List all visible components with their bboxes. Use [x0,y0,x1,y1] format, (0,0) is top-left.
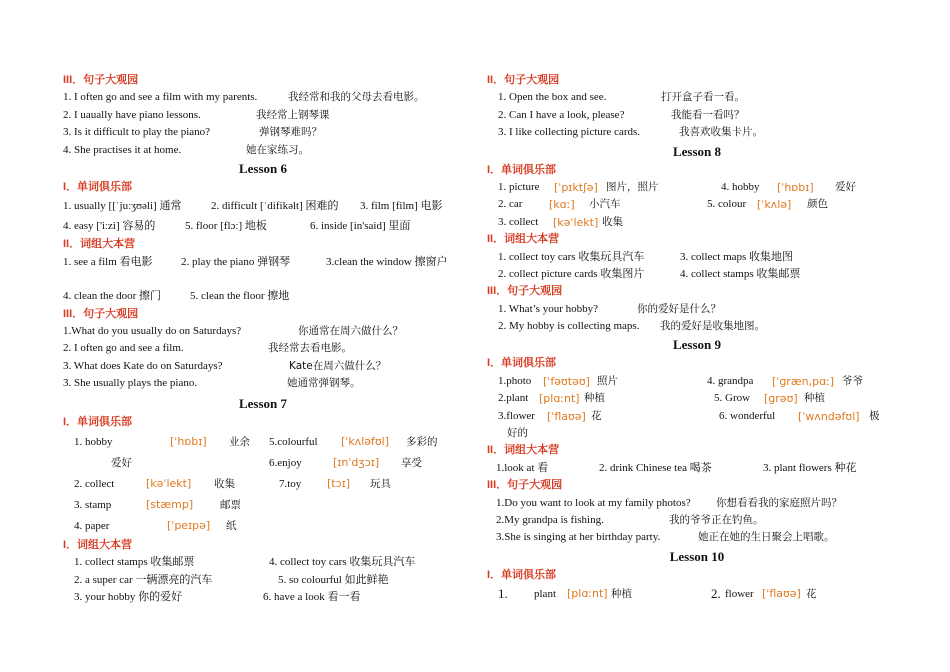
sentence-line [487,529,907,546]
sentence-line [487,495,907,512]
word-en: 6.enjoy [269,456,302,469]
sentence-line [487,301,907,318]
word-en: 4. paper [74,519,110,532]
sentence-en: 2. I uaually have piano lessons. [63,108,201,121]
word-line [63,453,463,474]
sentence-cn: 我经常和我的父母去看电影。 [288,91,425,104]
word-cn: 种植 [584,392,605,405]
phrase-item: 1. collect toy cars 收集玩具汽车 [498,250,645,263]
word-en: 2. collect [74,477,115,490]
sentence-line [487,107,907,124]
section-heading: I．单词俱乐部 [63,180,133,193]
phrase-item: 2. drink Chinese tea 喝茶 [599,461,712,474]
sentence-cn: 我喜欢收集卡片。 [679,126,763,139]
word-en: 2. car [498,198,523,211]
sentence-line [63,142,463,159]
word-line [63,474,463,495]
word-line [487,425,907,442]
word-en: 5. Grow [714,392,751,405]
word-line [487,584,907,604]
sentence-cn: 你的爱好是什么？ [637,302,721,315]
sentence-en: 1. What’s your hobby? [498,302,599,315]
sentence-en: 3. Is it difficult to play the piano? [63,126,211,139]
word-cn: 种植 [804,392,825,405]
section-heading: III．句子大观园 [63,74,139,86]
sentence-cn: 你想看看我的家庭照片吗？ [716,496,842,509]
word-cn: 颜色 [807,198,828,211]
sentence-cn: 弹钢琴难吗？ [259,126,322,139]
sentence-cn: 我经常上钢琴课 [256,108,330,121]
word-cn: 花 [591,409,602,422]
sentence-en: 2. My hobby is collecting maps. [498,320,640,333]
sentence-line [63,358,463,375]
sentence-cn: 我的爱好是收集地图。 [660,320,765,333]
section-heading: II．词组大本营 [487,233,560,246]
word-item: 5. floor [flɔː] 地板 [185,220,267,233]
word-en: 3. collect [498,215,539,228]
sentence-en: 3.She is singing at her birthday party. [496,531,661,544]
phrase-item: 5. clean the floor 擦地 [190,290,290,303]
sentence-cn: Kate在周六做什么？ [289,359,387,372]
word-phonetic: [plɑːnt] [567,587,608,601]
sentence-en: 1. Open the box and see. [498,91,607,104]
word-cn: 纸 [226,519,237,532]
word-cn: 享受 [401,456,422,469]
word-line [63,216,463,236]
word-cn: 照片 [597,374,618,387]
word-cn: 图片，照片 [606,180,659,193]
word-phonetic: [ˈhɒbɪ] [777,180,814,194]
word-cn: 花 [806,588,817,601]
phrase-line [63,288,463,305]
sentence-en: 3. What does Kate do on Saturdays? [63,359,223,372]
sentence-en: 2.My grandpa is fishing. [496,513,604,526]
word-en: 1. picture [498,180,540,193]
word-en: 5. colour [707,198,747,211]
word-cn: 爷爷 [842,374,863,387]
section-heading: I．单词俱乐部 [487,163,557,176]
sentence-en: 3. She usually plays the piano. [63,377,198,390]
section-heading: III．句子大观园 [487,285,563,298]
sentence-en: 2. Can I have a look, please? [498,108,625,121]
word-phonetic: [ˈkʌlə] [757,198,792,212]
word-line [487,214,907,231]
sentence-line [63,375,463,392]
word-line [487,179,907,196]
sentence-en: 2. I often go and see a film. [63,342,184,355]
phrase-item: 5. so colourful 如此鲜艳 [278,573,389,586]
phrase-item: 1. see a film 看电影 [63,255,153,268]
section-heading-text: I．单词俱乐部 [63,416,133,429]
phrase-item: 3.clean the window 擦窗户 [326,255,448,268]
section-heading: I．单词俱乐部 [487,568,557,581]
sentence-line [487,318,907,335]
sentence-line [63,340,463,357]
lesson-title: Lesson 10 [669,548,725,564]
word-line [487,408,907,425]
phrase-item: 2. collect picture cards 收集图片 [498,267,645,280]
sentence-cn: 我的爷爷正在钓鱼。 [669,513,764,526]
word-item: 6. inside [in'said] 里面 [310,220,411,233]
section-heading: II．词组大本营 [63,238,136,251]
word-phonetic: [kəˈlekt] [553,215,599,229]
word-en: plant [534,588,556,601]
sentence-cn: 我经常去看电影。 [268,342,352,355]
word-phonetic: [plɑːnt] [539,392,580,406]
phrase-item: 1.look at 看 [496,461,549,474]
word-cn: 好的 [507,427,528,440]
word-item: 2. difficult [ˈdifikəlt] 困难的 [211,200,339,213]
word-cn: 爱好 [835,180,856,193]
word-en: 1. hobby [74,435,113,448]
word-phonetic: [ˈfəʊtəʊ] [543,374,590,388]
word-cn: 玩具 [370,477,391,490]
right-column [487,72,907,604]
sentence-en: 1. I often go and see a film with my parents. [63,91,258,104]
word-phonetic: [tɔɪ] [327,476,351,490]
left-column [63,72,463,606]
phrase-item: 3. collect maps 收集地图 [680,250,794,263]
sentence-en: 3. I like collecting picture cards. [498,126,641,139]
word-phonetic: [ɪnˈdʒɔɪ] [333,455,380,469]
word-en: 5.colourful [269,435,318,448]
word-cn: 极 [869,409,880,422]
sentence-cn: 她在家练习。 [246,143,309,156]
word-item: 1. usually [[ˈjuːʒʊəli] 通常 [63,200,182,213]
phrase-line [63,572,463,589]
word-en: 3. stamp [74,498,112,511]
word-cn: 收集 [602,215,623,228]
word-en: 4. grandpa [707,374,754,387]
word-phonetic: [kəˈlekt] [146,476,192,490]
sentence-line [487,89,907,106]
section-heading [63,537,463,554]
sentence-cn: 你通常在周六做什么？ [298,324,403,337]
word-en: 6. wonderful [719,409,776,422]
lesson-title: Lesson 7 [238,396,288,412]
word-cn: 种植 [611,588,632,601]
word-phonetic: [ˈflaʊə] [762,587,801,601]
word-phonetic: [ˈkʌləfʊl] [341,434,390,448]
word-cn: 多彩的 [406,435,438,448]
word-en: 2.plant [498,392,529,405]
sentence-en: 1.Do you want to look at my family photos? [496,496,691,509]
word-line [63,432,463,453]
section-heading: III．句子大观园 [63,307,139,320]
word-en: 1.photo [498,374,532,387]
section-heading-text: II．句子大观园 [487,74,560,86]
word-phonetic: [kɑː] [549,198,575,212]
word-phonetic: [ɡrəʊ] [764,392,798,406]
word-phonetic: [ˈɡræn,pɑː] [772,374,835,388]
word-phonetic: [ˈpeɪpə] [167,518,211,532]
phrase-line [63,554,463,571]
word-phonetic: [ˈwʌndəfʊl] [798,409,860,423]
word-cn: 业余 [229,435,250,448]
word-line [487,390,907,407]
sentence-line [63,107,463,124]
word-item: 4. easy ['iːzi] 容易的 [63,220,156,233]
section-heading: II．词组大本营 [487,444,560,457]
phrase-item: 4. clean the door 擦门 [63,290,162,303]
phrase-item: 3. plant flowers 种花 [763,461,857,474]
lesson-title: Lesson 8 [672,143,722,159]
word-number: 2. [711,586,721,602]
sentence-line [63,89,463,106]
section-heading: I．单词俱乐部 [487,357,557,370]
sentence-line [487,512,907,529]
phrase-item: 2. play the piano 弹钢琴 [181,255,291,268]
word-phonetic: [ˈflaʊə] [547,409,586,423]
sentence-cn: 我能看一看吗？ [671,108,745,121]
phrase-item: 6. have a look 看一看 [263,591,361,604]
section-heading [63,414,463,431]
word-cn: 小汽车 [589,198,621,211]
word-cn: 邮票 [220,498,241,511]
word-number: 1. [498,586,508,602]
phrase-item: 4. collect toy cars 收集玩具汽车 [269,556,416,569]
word-cn: 收集 [214,477,235,490]
word-line [63,516,463,537]
word-en: flower [725,588,754,601]
word-line [63,196,463,216]
phrase-line [487,266,907,283]
sentence-cn: 打开盒子看一看。 [661,91,745,104]
sentence-cn: 她通常弹钢琴。 [287,377,361,390]
sentence-line [63,323,463,340]
sentence-line [63,124,463,141]
word-cn: 爱好 [111,456,132,469]
phrase-line [63,589,463,606]
lesson-title: Lesson 6 [238,160,288,176]
sentence-cn: 她正在她的生日聚会上唱歌。 [698,531,835,544]
word-line [63,495,463,516]
phrase-line [487,249,907,266]
section-heading: III．句子大观园 [487,479,563,492]
word-en: 4. hobby [721,180,760,193]
phrase-item: 1. collect stamps 收集邮票 [74,556,195,569]
phrase-item: 2. a super car 一辆漂亮的汽车 [74,573,213,586]
word-item: 3. film [film] 电影 [360,200,443,213]
word-phonetic: [stæmp] [146,497,194,511]
word-en: 7.toy [279,477,302,490]
phrase-line [63,254,448,271]
sentence-en: 1.What do you usually do on Saturdays? [63,324,242,337]
word-phonetic: [ˈhɒbɪ] [170,434,207,448]
phrase-line [487,460,907,477]
word-en: 3.flower [498,409,535,422]
phrase-item: 3. your hobby 你的爱好 [74,591,183,604]
lesson-title: Lesson 9 [672,337,722,353]
word-line [487,373,907,390]
sentence-en: 4. She practises it at home. [63,143,182,156]
section-heading-text: I．词组大本营 [63,538,133,551]
word-phonetic: [ˈpɪktʃə] [554,180,598,194]
phrase-item: 4. collect stamps 收集邮票 [680,267,801,280]
section-heading [487,72,907,89]
sentence-line [487,124,907,141]
word-line [487,196,907,213]
